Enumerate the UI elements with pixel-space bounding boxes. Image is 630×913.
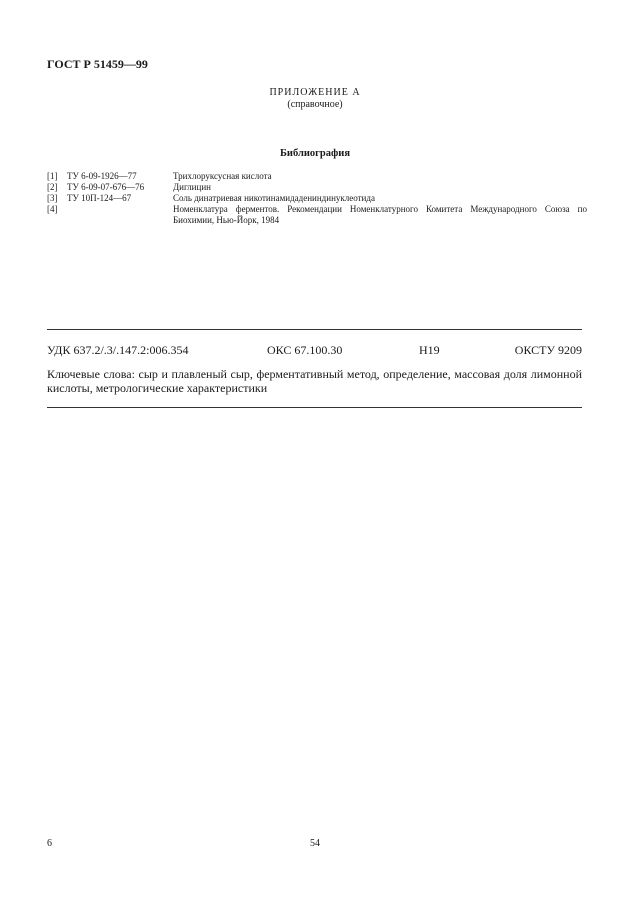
bibliography-item-number: [3] xyxy=(47,193,58,203)
bibliography-item xyxy=(47,193,587,204)
bibliography-item xyxy=(47,171,587,182)
bibliography-item-text: Номенклатура ферментов. Рекомендации Номенклатурного Комитета Международного Союза по Биохимии, Нью-Йорк, 1984 xyxy=(173,204,587,225)
udk-code: УДК 637.2/.3/.147.2:006.354 xyxy=(47,343,189,357)
bibliography-item-text: Диглицин xyxy=(173,182,211,192)
bibliography-item-text: Соль динатриевая никотинамидадениндинуклеотида xyxy=(173,193,375,203)
standard-number: ГОСТ Р 51459—99 xyxy=(47,57,148,71)
bibliography-item-code: ТУ 10П-124—67 xyxy=(67,193,132,203)
divider-top xyxy=(47,329,582,330)
bibliography-item-code: ТУ 6-09-07-676—76 xyxy=(67,182,145,192)
page-number-center: 54 xyxy=(310,838,320,849)
bibliography-item xyxy=(47,204,587,226)
group-code: Н19 xyxy=(419,343,440,357)
okstu-code: ОКСТУ 9209 xyxy=(514,343,582,357)
bibliography-item-number: [1] xyxy=(47,171,58,181)
oks-code: ОКС 67.100.30 xyxy=(267,343,343,357)
bibliography-item-number: [2] xyxy=(47,182,58,192)
bibliography-item-code xyxy=(67,204,173,226)
bibliography-title: Библиография xyxy=(279,148,351,159)
appendix-subtitle: (справочное) xyxy=(287,99,343,110)
keywords: Ключевые слова: сыр и плавленый сыр, ферментативный метод, определение, массовая доля лимонной кислоты, метрологические характеристики xyxy=(47,367,582,395)
bibliography-item xyxy=(47,182,587,193)
bibliography-list xyxy=(47,171,587,226)
appendix-title: ПРИЛОЖЕНИЕ А xyxy=(269,87,361,98)
bibliography-item-code: ТУ 6-09-1926—77 xyxy=(67,171,137,181)
divider-bottom xyxy=(47,407,582,408)
page-number-left: 6 xyxy=(47,838,52,849)
bibliography-item-number: [4] xyxy=(47,204,58,214)
bibliography-item-text: Трихлоруксусная кислота xyxy=(173,171,272,181)
